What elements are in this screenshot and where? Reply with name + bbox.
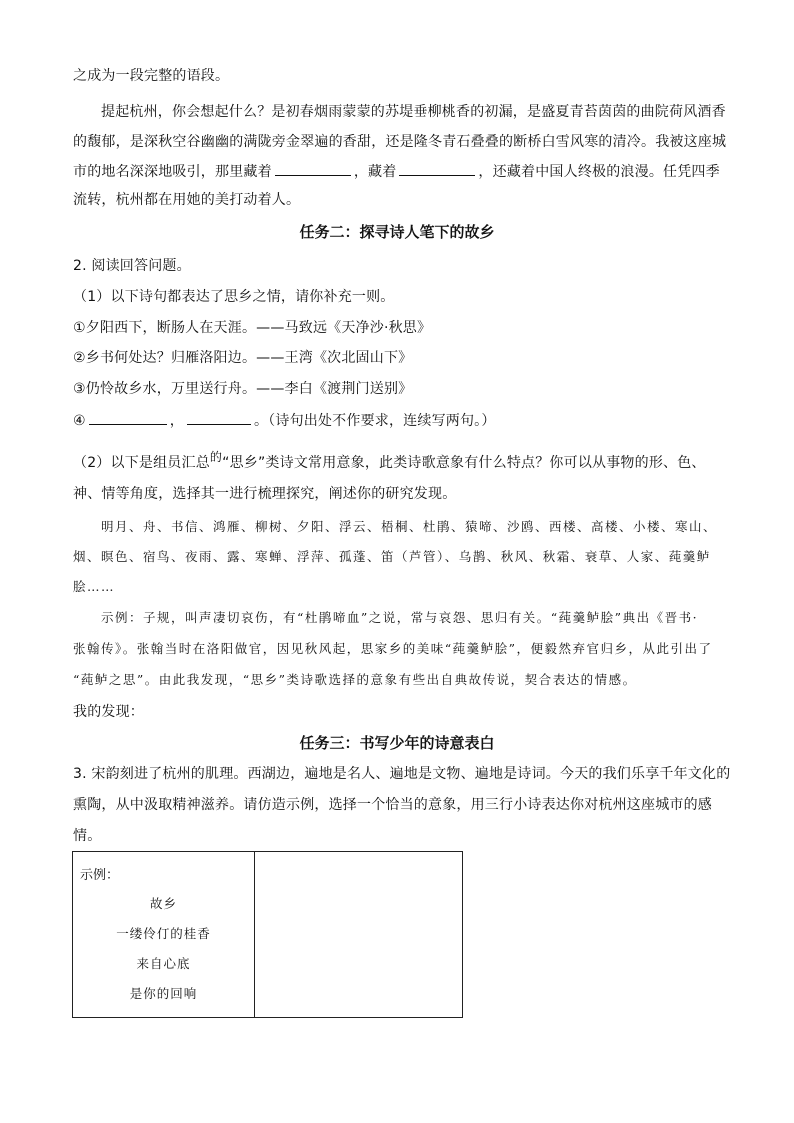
example-label: 示例： [80,868,120,883]
text: ，还藏着中国人终极的浪漫。任凭四季 [478,164,720,180]
text: ④ [73,413,86,429]
example-line-1: 示例：子规，叫声凄切哀伤，有“杜鹃啼血”之说，常与哀怨、思归有关。“莼羹鲈脍”典出《晋书· [101,610,699,625]
imagery-list-line-1: 明月、舟、书信、鸿雁、柳树、夕阳、浮云、梧桐、杜鹃、猿啼、沙鸥、西楼、高楼、小楼、寒山、 [101,519,718,534]
hangzhou-para-line-4: 流转，杭州都在用她的美打动着人。 [73,192,301,208]
sub-question-2-line-1 [73,450,706,473]
example-cell [73,852,255,1018]
task3-heading: 任务三：书写少年的诗意表白 [299,734,495,752]
question-3-line-3: 情。 [73,828,102,844]
text: “思乡”类诗文常用意象，此类诗歌意象有什么特点？你可以从事物的形、色、 [222,455,706,471]
hangzhou-para-line-1: 提起杭州，你会想起什么？是初春烟雨蒙蒙的苏堤垂柳桃香的初漏，是盛夏青苔茵茵的曲院荷风酒香 [101,104,726,120]
example-line-3: “莼鲈之思”。由此我发现，“思乡”类诗歌选择的意象有些出自典故传说，契合表达的情感。 [73,672,637,687]
fill-blank-3[interactable] [89,410,167,425]
fill-blank-2[interactable] [399,161,475,176]
text: ，藏着 [353,164,397,180]
poem-line: 一缕伶仃的桂香 [116,926,211,941]
question-3-line-1: 3. 宋韵刻进了杭州的肌理。西湖边，遍地是名人、遍地是文物、遍地是诗词。今天的我们乐享千年文化的 [73,766,731,782]
answer-cell[interactable] [255,852,463,1018]
sub-question-2-line-2: 神、情等角度，选择其一进行梳理探究，阐述你的研究发现。 [73,486,457,502]
fill-blank-1[interactable] [275,161,351,176]
poem-line-3: ③仍怜故乡水，万里送行舟。——李白《渡荆门送别》 [73,381,413,397]
imagery-list-line-2: 烟、暝色、宿鸟、夜雨、露、寒蝉、浮萍、孤蓬、笛（芦管）、乌鹊、秋风、秋霜、衰草、人家、莼羹鲈 [73,549,711,564]
question-2: 2. 阅读回答问题。 [73,258,191,274]
question-3-line-2: 熏陶，从中汲取精神滋养。请仿造示例，选择一个恰当的意象，用三行小诗表达你对杭州这座城市的感 [73,797,712,813]
my-finding-label: 我的发现： [73,704,144,720]
fill-blank-4[interactable] [187,410,251,425]
sub-question-1: （1）以下诗句都表达了思乡之情，请你补充一则。 [73,289,395,305]
text: （2）以下是组员汇总 [73,455,210,471]
poem-line-1: ①夕阳西下，断肠人在天涯。——马致远《天净沙·秋思》 [73,320,432,336]
task2-heading: 任务二：探寻诗人笔下的故乡 [299,223,495,241]
poem-example-table [72,851,463,1018]
poem-line-4 [73,410,496,431]
imagery-list-line-3: 脍…… [73,579,116,594]
example-line-2: 张翰传》。张翰当时在洛阳做官，因见秋风起，思家乡的美味“莼羹鲈脍”，便毅然弃官归乡，从此引出了 [73,641,713,656]
hangzhou-para-line-2: 的馥郁，是深秋空谷幽幽的满陇旁金翠遍的香甜，还是隆冬青石叠叠的断桥白雪风寒的清冷。我被这座城 [73,134,727,150]
poem-line-2: ②乡书何处达？归雁洛阳边。——王湾《次北固山下》 [73,350,413,366]
poem-line: 是你的回响 [129,986,198,1001]
hangzhou-para-line-3 [73,161,720,182]
poem-line: 故乡 [149,896,177,911]
intro-end-line: 之成为一段完整的语段。 [73,68,230,84]
example-poem [73,889,254,1009]
poem-line: 来自心底 [136,956,191,971]
text: ， [169,413,184,429]
superscript-char: 的 [209,450,223,464]
text: 市的地名深深地吸引，那里藏着 [73,164,272,180]
text: 。（诗句出处不作要求，连续写两句。） [253,413,496,429]
